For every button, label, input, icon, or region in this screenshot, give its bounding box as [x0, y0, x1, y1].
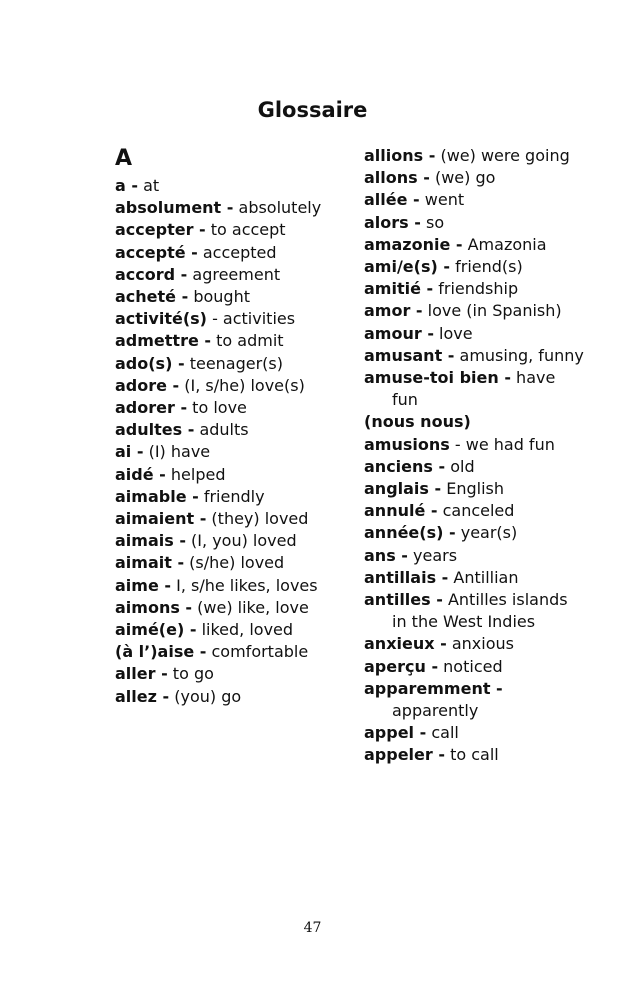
- entry-headword: accepté -: [115, 242, 198, 262]
- glossary-column-right: [364, 145, 584, 767]
- entry-headword: admettre -: [115, 331, 212, 351]
- glossary-entry: [115, 242, 325, 264]
- entry-headword: amour -: [364, 323, 434, 343]
- glossary-entry: [115, 575, 325, 597]
- entry-definition: (we) were going: [435, 146, 570, 165]
- entry-headword: appeler -: [364, 745, 445, 765]
- entry-definition: helped: [165, 464, 226, 484]
- entry-definition: to love: [187, 398, 247, 418]
- glossary-entry: [115, 619, 325, 641]
- entry-headword: aimons -: [115, 597, 193, 617]
- entry-list-right: [364, 145, 584, 767]
- entry-headword: ans -: [364, 545, 408, 565]
- entry-definition: canceled: [437, 501, 515, 521]
- entry-definition: Amazonia: [462, 234, 547, 254]
- entry-definition: year(s): [455, 523, 518, 543]
- entry-headword: aimaient -: [115, 509, 207, 529]
- entry-headword: adultes -: [115, 420, 195, 440]
- glossary-entry: [364, 145, 584, 167]
- entry-headword: aimé(e) -: [115, 620, 197, 640]
- entry-definition: to admit: [211, 331, 284, 351]
- page-title: Glossaire: [257, 98, 368, 122]
- entry-definition: anxious: [446, 634, 514, 654]
- glossary-entry: [364, 656, 584, 678]
- glossary-entry: [364, 278, 584, 300]
- entry-headword: allons -: [364, 168, 430, 188]
- glossary-entry: [115, 486, 325, 508]
- entry-definition: so: [420, 212, 445, 232]
- entry-definition: comfortable: [206, 642, 309, 662]
- glossary-entry: [364, 522, 584, 544]
- glossary-entry: [115, 663, 325, 685]
- entry-headword: (à l’)aise -: [115, 642, 207, 662]
- entry-headword: accepter -: [115, 220, 206, 240]
- entry-headword: aimais -: [115, 531, 186, 551]
- glossary-entry: [364, 744, 584, 766]
- glossary-entry: [115, 508, 325, 530]
- glossary-entry: [364, 212, 584, 234]
- entry-definition: friendly: [198, 486, 265, 506]
- glossary-entry: [364, 456, 584, 478]
- glossary-entry: [115, 197, 325, 219]
- glossary-entry: [115, 353, 325, 375]
- glossary-entry: [115, 530, 325, 552]
- glossary-entry: [364, 167, 584, 189]
- glossary-entry: [364, 256, 584, 278]
- entry-definition: (I, you) loved: [185, 531, 297, 551]
- entry-definition: (we) go: [429, 168, 496, 188]
- entry-definition: I, s/he likes, loves: [171, 575, 318, 595]
- entry-definition: bought: [188, 287, 250, 307]
- glossary-entry: [364, 567, 584, 589]
- entry-definition: liked, loved: [196, 620, 294, 640]
- entry-definition: English: [441, 479, 504, 499]
- entry-definition: Antilles islands in the West Indies: [392, 590, 568, 632]
- entry-headword: ado(s) -: [115, 353, 185, 373]
- entry-headword: adorer -: [115, 398, 188, 418]
- entry-headword: aimait -: [115, 553, 185, 573]
- glossary-entry: [115, 552, 325, 574]
- glossary-entry: [115, 175, 325, 197]
- entry-definition: love (in Spanish): [422, 301, 562, 321]
- glossary-entry: [364, 478, 584, 500]
- entry-headword: allée -: [364, 190, 420, 210]
- glossary-entry: [115, 375, 325, 397]
- entry-headword: aperçu -: [364, 656, 439, 676]
- entry-definition: friend(s): [450, 257, 523, 277]
- entry-definition: agreement: [187, 264, 281, 284]
- entry-headword: anxieux -: [364, 634, 447, 654]
- entry-definition: to call: [445, 745, 499, 765]
- entry-definition: - activities: [206, 309, 296, 329]
- entry-definition: to accept: [205, 220, 286, 240]
- entry-definition: (s/he) loved: [184, 553, 285, 573]
- entry-headword: amitié -: [364, 279, 434, 299]
- entry-headword: amusant -: [364, 345, 455, 365]
- glossary-entry: [115, 419, 325, 441]
- entry-headword: amor -: [364, 301, 423, 321]
- entry-definition: to go: [167, 664, 214, 684]
- glossary-entry: [115, 464, 325, 486]
- entry-headword: antilles -: [364, 590, 443, 610]
- entry-definition: amusing, funny: [454, 345, 584, 365]
- glossary-entry: [364, 367, 584, 411]
- glossary-entry: [115, 286, 325, 308]
- glossary-entry: [115, 264, 325, 286]
- entry-headword: amuse-toi bien -: [364, 368, 511, 388]
- entry-definition: (they) loved: [206, 509, 309, 529]
- glossary-entry: [115, 441, 325, 463]
- entry-definition: went: [419, 190, 465, 210]
- entry-headword: activité(s): [115, 309, 207, 329]
- entry-headword: accord -: [115, 264, 188, 284]
- entry-definition: (you) go: [169, 686, 242, 706]
- entry-headword: antillais -: [364, 567, 449, 587]
- entry-headword: amusions: [364, 434, 450, 454]
- entry-headword: acheté -: [115, 287, 189, 307]
- glossary-entry: [364, 234, 584, 256]
- glossary-entry: [115, 330, 325, 352]
- glossary-entry: [115, 686, 325, 708]
- entry-headword: année(s) -: [364, 523, 456, 543]
- entry-definition: call: [426, 723, 459, 743]
- glossary-entry: [364, 323, 584, 345]
- entry-definition: old: [445, 456, 475, 476]
- page-number: 47: [303, 920, 322, 936]
- entry-headword: apparemment -: [364, 678, 503, 698]
- glossary-entry: [115, 397, 325, 419]
- glossary-entry: [364, 345, 584, 367]
- entry-headword: aime -: [115, 575, 172, 595]
- entry-definition: (I) have: [143, 442, 211, 462]
- entry-headword: alors -: [364, 212, 421, 232]
- entry-definition: accepted: [197, 242, 277, 262]
- entry-definition: apparently: [392, 701, 479, 721]
- entry-headword: ai -: [115, 442, 144, 462]
- entry-definition: noticed: [438, 656, 503, 676]
- entry-headword: annulé -: [364, 501, 438, 521]
- entry-list-left: [115, 175, 325, 708]
- entry-headword: appel -: [364, 723, 427, 743]
- entry-definition: friendship: [433, 279, 519, 299]
- entry-headword: adore -: [115, 375, 180, 395]
- entry-headword: anciens -: [364, 456, 446, 476]
- entry-headword: (nous nous): [364, 412, 471, 432]
- glossary-entry: [364, 411, 584, 433]
- glossary-entry: [364, 300, 584, 322]
- glossary-entry: [364, 434, 584, 456]
- entry-definition: - we had fun: [449, 434, 555, 454]
- entry-headword: aimable -: [115, 486, 199, 506]
- glossary-entry: [115, 641, 325, 663]
- entry-headword: aidé -: [115, 464, 166, 484]
- glossary-entry: [364, 678, 584, 722]
- entry-headword: absolument -: [115, 198, 234, 218]
- entry-definition: adults: [194, 420, 249, 440]
- glossary-column-left: [115, 146, 325, 708]
- glossary-entry: [115, 308, 325, 330]
- entry-definition: love: [433, 323, 473, 343]
- glossary-entry: [115, 597, 325, 619]
- entry-definition: years: [407, 545, 458, 565]
- entry-headword: amazonie -: [364, 234, 463, 254]
- entry-definition: at: [138, 176, 160, 195]
- glossary-entry: [115, 219, 325, 241]
- entry-headword: a -: [115, 176, 139, 195]
- glossary-entry: [364, 589, 584, 633]
- entry-definition: (we) like, love: [192, 597, 309, 617]
- entry-headword: allions -: [364, 146, 436, 165]
- glossary-entry: [364, 722, 584, 744]
- entry-definition: have fun: [392, 368, 556, 410]
- glossary-entry: [364, 545, 584, 567]
- glossary-entry: [364, 633, 584, 655]
- entry-definition: Antillian: [448, 567, 519, 587]
- glossary-entry: [364, 189, 584, 211]
- entry-definition: (I, s/he) love(s): [179, 375, 305, 395]
- entry-headword: allez -: [115, 686, 170, 706]
- entry-headword: anglais -: [364, 479, 442, 499]
- entry-definition: teenager(s): [184, 353, 283, 373]
- glossary-entry: [364, 500, 584, 522]
- section-letter: A: [115, 146, 133, 171]
- entry-headword: aller -: [115, 664, 168, 684]
- entry-headword: ami/e(s) -: [364, 257, 451, 277]
- entry-definition: absolutely: [233, 198, 322, 218]
